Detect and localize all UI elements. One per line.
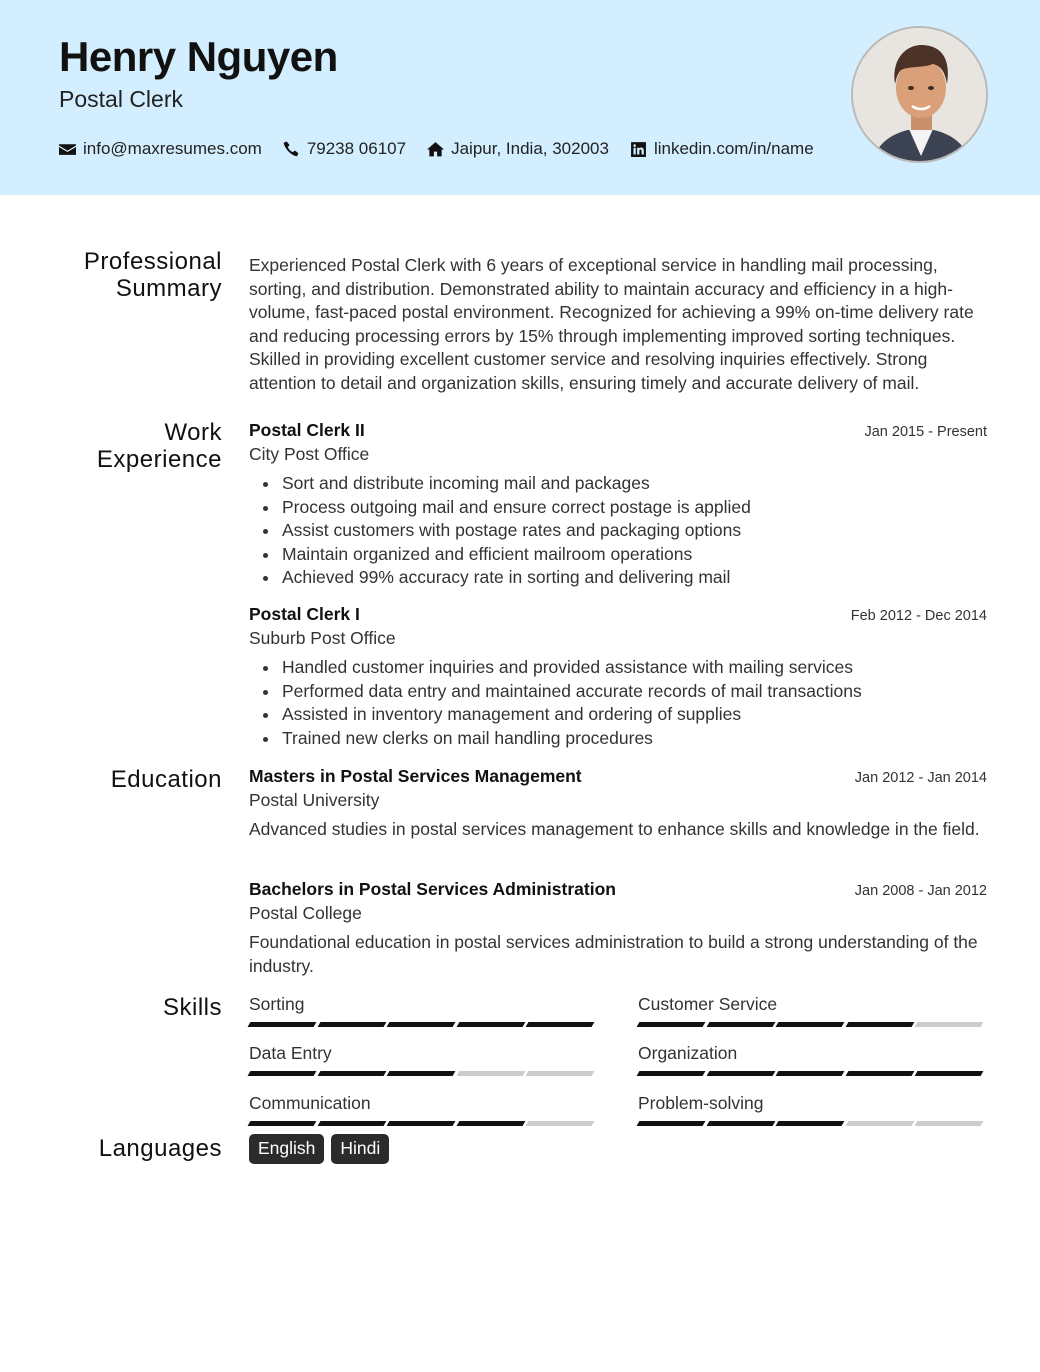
duty-item: Maintain organized and efficient mailroom operations xyxy=(249,543,987,567)
experience-heading-line1: Work xyxy=(164,419,222,446)
job-duties xyxy=(249,656,987,750)
duty-item: Process outgoing mail and ensure correct postage is applied xyxy=(249,496,987,520)
skill-segment-filled xyxy=(387,1071,455,1076)
skill-segment-filled xyxy=(387,1022,455,1027)
linkedin-icon xyxy=(630,141,647,158)
skill-segment-empty xyxy=(845,1121,913,1126)
skill-name: Communication xyxy=(249,1093,371,1113)
contact-phone[interactable] xyxy=(283,139,406,159)
school-name: Postal University xyxy=(249,790,380,810)
experience-heading-line2: Experience xyxy=(96,446,222,473)
summary-heading-line2: Summary xyxy=(115,275,222,302)
contact-email[interactable] xyxy=(59,139,262,159)
skill-segment-filled xyxy=(248,1022,316,1027)
duty-item: Achieved 99% accuracy rate in sorting and delivering mail xyxy=(249,566,987,590)
job-employer: Suburb Post Office xyxy=(249,628,396,648)
skill-segment-filled xyxy=(637,1121,705,1126)
experience-heading xyxy=(40,419,222,473)
phone-icon xyxy=(283,141,300,158)
skill-segment-filled xyxy=(845,1022,913,1027)
skills-heading: Skills xyxy=(162,994,222,1021)
skill-item xyxy=(249,994,597,1027)
skill-segment-filled xyxy=(776,1022,844,1027)
skill-segment-filled xyxy=(637,1071,705,1076)
skill-name: Sorting xyxy=(249,994,305,1014)
skill-segment-filled xyxy=(776,1071,844,1076)
skill-item xyxy=(249,1093,597,1126)
skill-segment-filled xyxy=(317,1121,385,1126)
degree-date: Jan 2008 - Jan 2012 xyxy=(854,883,987,899)
contact-location xyxy=(427,139,609,159)
skill-segment-empty xyxy=(456,1071,524,1076)
duty-item: Performed data entry and maintained accurate records of mail transactions xyxy=(249,680,987,704)
summary-heading xyxy=(40,248,222,302)
skill-segment-filled xyxy=(526,1022,594,1027)
education-entry xyxy=(249,879,987,978)
degree-name: Bachelors in Postal Services Administration xyxy=(249,879,616,899)
job-role: Postal Clerk II xyxy=(249,420,365,440)
summary-heading-line1: Professional xyxy=(83,248,222,275)
degree-date: Jan 2012 - Jan 2014 xyxy=(854,770,987,786)
school-name: Postal College xyxy=(249,903,362,923)
skill-item xyxy=(638,994,986,1027)
contact-linkedin-text: linkedin.com/in/name xyxy=(653,139,814,158)
skill-level-bar xyxy=(249,1022,597,1027)
home-icon xyxy=(427,141,444,158)
language-chip: English xyxy=(249,1134,324,1164)
duty-item: Sort and distribute incoming mail and packages xyxy=(249,472,987,496)
skill-level-bar xyxy=(638,1121,986,1126)
skill-level-bar xyxy=(249,1121,597,1126)
contact-phone-text: 79238 06107 xyxy=(306,139,407,158)
education-entry xyxy=(249,766,987,842)
skill-segment-filled xyxy=(248,1071,316,1076)
skill-segment-filled xyxy=(706,1121,774,1126)
job-entry xyxy=(249,604,987,750)
skill-level-bar xyxy=(638,1071,986,1076)
skill-segment-empty xyxy=(915,1121,983,1126)
duty-item: Assist customers with postage rates and packaging options xyxy=(249,519,987,543)
skill-segment-filled xyxy=(706,1022,774,1027)
skill-segment-filled xyxy=(776,1121,844,1126)
profile-photo xyxy=(851,26,988,163)
candidate-name: Henry Nguyen xyxy=(59,33,338,80)
summary-text: Experienced Postal Clerk with 6 years of exceptional service in handling mail processing, sorting, and distribution. Demonstrated ability to maintain accuracy and efficiency in a high-volume, fast-paced postal environment. Recognized for achieving a 99% on-time delivery rate and reducing processing errors by 15% through implementing improved sorting techniques. Skilled in providing excellent customer service and resolving inquiries effectively. Strong attention to detail and organization skills, ensuring timely and accurate delivery of mail. xyxy=(249,255,974,393)
skill-segment-empty xyxy=(915,1022,983,1027)
degree-name: Masters in Postal Services Management xyxy=(249,766,582,786)
skill-name: Customer Service xyxy=(638,994,778,1014)
job-role: Postal Clerk I xyxy=(249,604,360,624)
skill-segment-filled xyxy=(706,1071,774,1076)
skill-name: Problem-solving xyxy=(638,1093,764,1113)
job-date: Feb 2012 - Dec 2014 xyxy=(850,608,987,624)
languages-heading: Languages xyxy=(98,1135,222,1162)
job-date: Jan 2015 - Present xyxy=(864,424,987,440)
skill-item xyxy=(249,1043,597,1076)
skill-segment-filled xyxy=(317,1022,385,1027)
skill-segment-empty xyxy=(526,1071,594,1076)
job-duties xyxy=(249,472,987,590)
job-entry xyxy=(249,420,987,590)
skill-segment-filled xyxy=(637,1022,705,1027)
degree-description: Advanced studies in postal services management to enhance skills and knowledge in the field. xyxy=(249,819,980,839)
job-employer: City Post Office xyxy=(249,444,370,464)
envelope-icon xyxy=(59,141,76,158)
skill-level-bar xyxy=(638,1022,986,1027)
candidate-title: Postal Clerk xyxy=(59,86,183,112)
language-chip: Hindi xyxy=(331,1134,389,1164)
skill-segment-filled xyxy=(248,1121,316,1126)
contact-email-text: info@maxresumes.com xyxy=(83,139,262,158)
skill-name: Organization xyxy=(638,1043,738,1063)
duty-item: Handled customer inquiries and provided assistance with mailing services xyxy=(249,656,987,680)
skill-segment-filled xyxy=(387,1121,455,1126)
contact-row xyxy=(59,139,835,159)
degree-description: Foundational education in postal services administration to build a strong understanding of the industry. xyxy=(249,932,978,976)
education-heading: Education xyxy=(110,766,222,793)
contact-linkedin[interactable] xyxy=(630,139,814,159)
skill-level-bar xyxy=(249,1071,597,1076)
language-chips xyxy=(249,1134,987,1164)
skill-segment-filled xyxy=(456,1121,524,1126)
skill-segment-filled xyxy=(317,1071,385,1076)
skill-name: Data Entry xyxy=(249,1043,332,1063)
skill-item xyxy=(638,1093,986,1126)
resume-header xyxy=(0,0,1040,195)
skill-segment-empty xyxy=(526,1121,594,1126)
duty-item: Assisted in inventory management and ordering of supplies xyxy=(249,703,987,727)
skill-segment-filled xyxy=(915,1071,983,1076)
contact-location-text: Jaipur, India, 302003 xyxy=(451,139,609,158)
skill-segment-filled xyxy=(456,1022,524,1027)
skill-item xyxy=(638,1043,986,1076)
duty-item: Trained new clerks on mail handling procedures xyxy=(249,727,987,751)
skill-segment-filled xyxy=(845,1071,913,1076)
